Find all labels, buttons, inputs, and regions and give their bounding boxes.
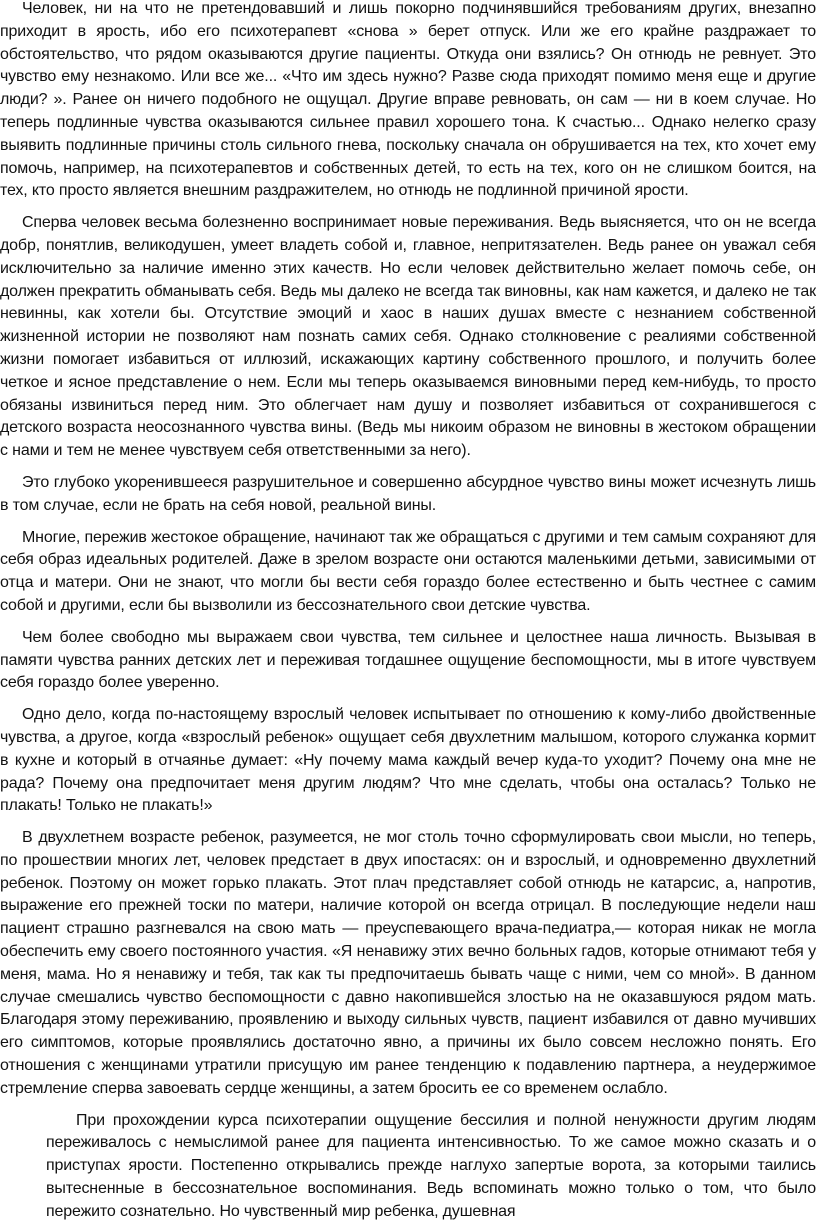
paragraph-1: Человек, ни на что не претендовавший и лишь покорно подчинявшийся требованиям других, внезапно приходит в ярость, ибо его психотерапевт «снова » берет отпуск. Или же его крайне раздражает то обстоятельство, что рядом оказываются другие пациенты. Откуда они взялись? Он отнюдь не ревнует. Это чувство ему незнакомо. Или все же... «Что им здесь нужно? Разве сюда приходят помимо меня еще и другие люди? ». Ранее он ничего подобного не ощущал. Другие вправе ревновать, он сам — ни в коем случае. Но теперь подлинные чувства оказываются сильнее правил хорошего тона. К счастью... Однако нелегко сразу выявить подлинные причины столь сильного гнева, поскольку сначала он обрушивается на тех, кто хочет ему помочь, например, на психотерапевтов и собственных детей, то есть на тех, кого он не слишком боится, на тех, кто просто является внешним раздражителем, но отнюдь не подлинной причиной ярости. bbox=[0, 0, 816, 200]
paragraph-7: В двухлетнем возрасте ребенок, разумеется, не мог столь точно сформулировать свои мысли, но теперь, по прошествии многих лет, человек предстает в двух ипостасях: он и взрослый, и одновременно двухлетний ребенок. Поэтому он может горько плакать. Этот плач представляет собой отнюдь не катарсис, а, напротив, выражение его прежней тоски по матери, наличие которой он всегда отрицал. В последующие недели наш пациент страшно разгневался на свою мать — преуспевающего врача-педиатра,— которая никак не могла обеспечить ему своего постоянного участия. «Я ненавижу этих вечно больных гадов, которые отнимают тебя у меня, мама. Но я ненавижу и тебя, так как ты предпочитаешь бывать чаще с ними, чем со мной». В данном случае смешались чувство беспомощности с давно накопившейся злостью на не оказавшуюся рядом мать. Благодаря этому переживанию, проявлению и выходу сильных чувств, пациент избавился от давно мучивших его симптомов, которые проявлялись достаточно явно, а причины их было совсем несложно понять. Его отношения с женщинами утратили присущую им ранее тенденцию к подавлению партнера, а неудержимое стремление сперва завоевать сердце женщины, а затем бросить ее со временем ослабло. bbox=[0, 829, 816, 1097]
paragraph-6: Одно дело, когда по-настоящему взрослый человек испытывает по отношению к кому-либо двойственные чувства, а другое, когда «взрослый ребенок» ощущает себя двухлетним малышом, которого служанка кормит в кухне и который в отчаянье думает: «Ну почему мама каждый вечер куда-то уходит? Почему она мне не рада? Почему она предпочитает меня другим людям? Что мне сделать, чтобы она осталась? Только не плакать! Только не плакать!» bbox=[0, 706, 816, 815]
paragraph-8: При прохождении курса психотерапии ощущение бессилия и полной ненужности другим людям переживалось с немыслимой ранее для пациента интенсивностью. То же самое можно сказать и о приступах ярости. Постепенно открывались прежде наглухо запертые ворота, за которыми таились вытесненные в бессознательное воспоминания. Ведь вспоминать можно только о том, что было пережито сознательно. Но чувственный мир ребенка, душевная bbox=[46, 1111, 816, 1220]
paragraph-3: Это глубоко укоренившееся разрушительное и совершенно абсурдное чувство вины может исчезнуть лишь в том случае, если не брать на себя новой, реальной вины. bbox=[0, 473, 816, 514]
paragraph-5: Чем более свободно мы выражаем свои чувства, тем сильнее и целостнее наша личность. Вызывая в памяти чувства ранних детских лет и переживая тогдашнее ощущение беспомощности, мы в итоге чувствуем себя гораздо более уверенно. bbox=[0, 628, 816, 692]
paragraph-2: Сперва человек весьма болезненно воспринимает новые переживания. Ведь выясняется, что он не всегда добр, понятлив, великодушен, умеет владеть собой и, главное, непритязателен. Ведь ранее он уважал себя исключительно за наличие именно этих качеств. Но если человек действительно желает помочь себе, он должен прекратить обманывать себя. Ведь мы далеко не всегда так виновны, как нам кажется, и далеко не так невинны, как хотели бы. Отсутствие эмоций и хаос в наших душах вместе с незнанием собственной жизненной истории не позволяют нам познать самих себя. Однако столкновение с реалиями собственной жизни помогает избавиться от иллюзий, искажающих картину собственного прошлого, и получить более четкое и ясное представление о нем. Если мы теперь оказываемся виновными перед кем-нибудь, то просто обязаны извиниться перед ним. Это облегчает нам душу и позволяет избавиться от сохранившегося с детского возраста неосознанного чувства вины. (Ведь мы никоим образом не виновны в жестоком обращении с нами и тем не менее чувствуем себя ответственными за него). bbox=[0, 214, 816, 460]
paragraph-4: Многие, пережив жестокое обращение, начинают так же обращаться с другими и тем самым сохраняют для себя образ идеальных родителей. Даже в зрелом возрасте они остаются маленькими детьми, зависимыми от отца и матери. Они не знают, что могли бы вести себя гораздо более естественно и быть честнее с самим собой и другими, если бы вызволили из бессознательного свои детские чувства. bbox=[0, 528, 816, 614]
